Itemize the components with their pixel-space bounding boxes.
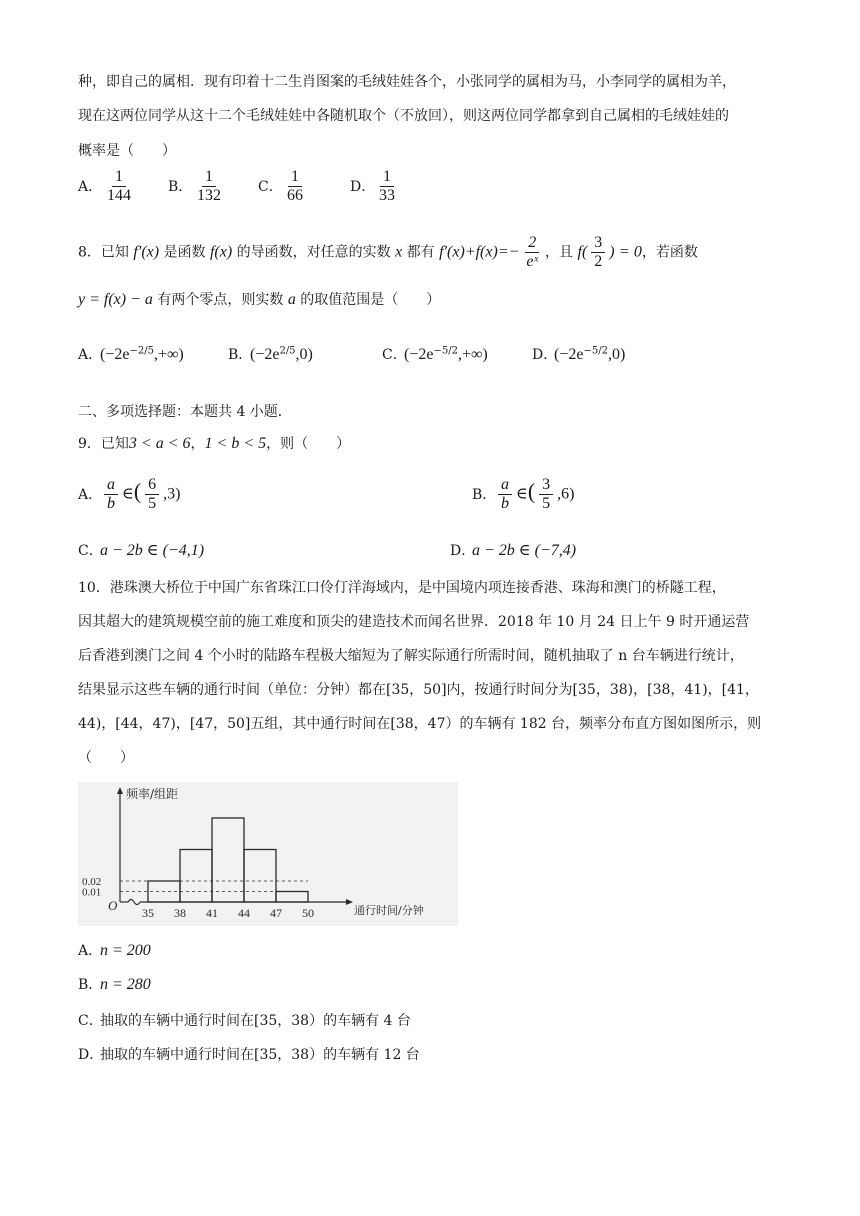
q8-option-c[interactable]: C．$(-2e^{-5/2},+\infty)$ <box>382 345 488 363</box>
q8-stem: 8．已知 f′(x) 是函数 f(x) 的导函数，对任意的实数 x 都有 f′(x)+f(x)=− $\frac{2}{\text{eˣ}}$ ，且 f( $\frac{3}{2}$ ) = 0，若函数 <box>78 234 698 270</box>
q9-option-b[interactable]: B． $\frac{a}{b}$ ∈( $\frac{3}{5}$ ,6) <box>472 476 575 512</box>
x-axis-label: 通行时间/分钟 <box>354 904 424 917</box>
x-tick-label: 38 <box>174 906 186 920</box>
q10-option-d[interactable]: D．抽取的车辆中通行时间在[35，38）的车辆有 12 台 <box>78 1047 420 1063</box>
histogram-bar <box>212 818 244 902</box>
x-tick-label: 41 <box>206 906 218 920</box>
x-tick-label: 50 <box>302 906 314 920</box>
q7-option-c[interactable]: C． $\frac{1}{66}$ <box>258 168 303 204</box>
histogram-figure <box>78 782 458 926</box>
q8-option-d[interactable]: D．$(-2e^{-5/2},0)$ <box>532 345 626 363</box>
q9-option-a[interactable]: A． $\frac{a}{b}$ ∈( $\frac{6}{5}$ ,3) <box>78 476 181 512</box>
q7-option-a[interactable]: A． $\frac{1}{144}$ <box>78 168 131 204</box>
origin-label: O <box>108 898 118 913</box>
y-tick-label: 0.01 <box>82 886 102 899</box>
q7-option-b[interactable]: B． $\frac{1}{132}$ <box>168 168 221 204</box>
q10-option-c[interactable]: C．抽取的车辆中通行时间在[35，38）的车辆有 4 台 <box>78 1013 411 1029</box>
y-axis-label: 频率/组距 <box>126 787 179 801</box>
q10-line6: （ ） <box>78 750 134 766</box>
y-tick-label: 0.02 <box>82 876 102 888</box>
q10-option-a[interactable]: A．n = 200 <box>78 942 151 959</box>
x-tick-label: 35 <box>142 906 154 920</box>
q10-line4: 结果显示这些车辆的通行时间（单位：分钟）都在[35，50]内，按通行时间分为[35，38)，[38，41)，[41， <box>78 682 759 698</box>
q9-stem: 9．已知3 < a < 6，1 < b < 5，则（ ） <box>78 435 351 452</box>
q10-line2: 因其超大的建筑规模空前的施工难度和顶尖的建造技术而闻名世界．2018 年 10 月 24 日上午 9 时开通运营 <box>78 614 750 630</box>
q9-option-d[interactable]: D．a − 2b ∈ (−7,4) <box>450 542 577 559</box>
q10-line1: 10．港珠澳大桥位于中国广东省珠江口伶仃洋海域内，是中国境内项连接香港、珠海和澳门的桥隧工程， <box>78 580 726 596</box>
x-tick-label: 44 <box>238 906 250 920</box>
q7-line1: 种，即自己的属相．现有印着十二生肖图案的毛绒娃娃各个，小张同学的属相为马，小李同学的属相为羊， <box>78 74 736 90</box>
histogram-bar <box>180 850 212 903</box>
y-axis-arrow <box>117 787 123 794</box>
q8-option-b[interactable]: B．$(-2e^{2/5},0)$ <box>228 345 313 363</box>
x-tick-label: 47 <box>270 906 282 920</box>
q10-line3: 后香港到澳门之间 4 个小时的陆路车程极大缩短为了解实际通行所需时间，随机抽取了 n 台车辆进行统计， <box>78 648 744 664</box>
q10-line5: 44)，[44，47)，[47，50]五组，其中通行时间在[38，47）的车辆有 182 台，频率分布直方图如图所示，则 <box>78 716 762 732</box>
x-axis-arrow <box>346 899 353 905</box>
q8-stem-line2: y = f(x) − a 有两个零点，则实数 a 的取值范围是（ ） <box>78 291 441 308</box>
histogram-bar <box>276 892 308 903</box>
q7-option-d[interactable]: D． $\frac{1}{33}$ <box>350 168 395 204</box>
histogram-chart <box>78 782 458 926</box>
axis-break <box>128 900 140 905</box>
q10-option-b[interactable]: B．n = 280 <box>78 976 151 993</box>
section-heading: 二、多项选择题：本题共 4 小题． <box>78 404 292 420</box>
q8-option-a[interactable]: A．$(-2e^{-2/5},+\infty)$ <box>78 345 184 363</box>
histogram-bar <box>244 850 276 903</box>
q9-option-c[interactable]: C．a − 2b ∈ (−4,1) <box>78 542 205 559</box>
q7-line3: 概率是（ ） <box>78 143 176 159</box>
q7-line2: 现在这两位同学从这十二个毛绒娃娃中各随机取个（不放回），则这两位同学都拿到自己属相的毛绒娃娃的 <box>78 108 729 124</box>
